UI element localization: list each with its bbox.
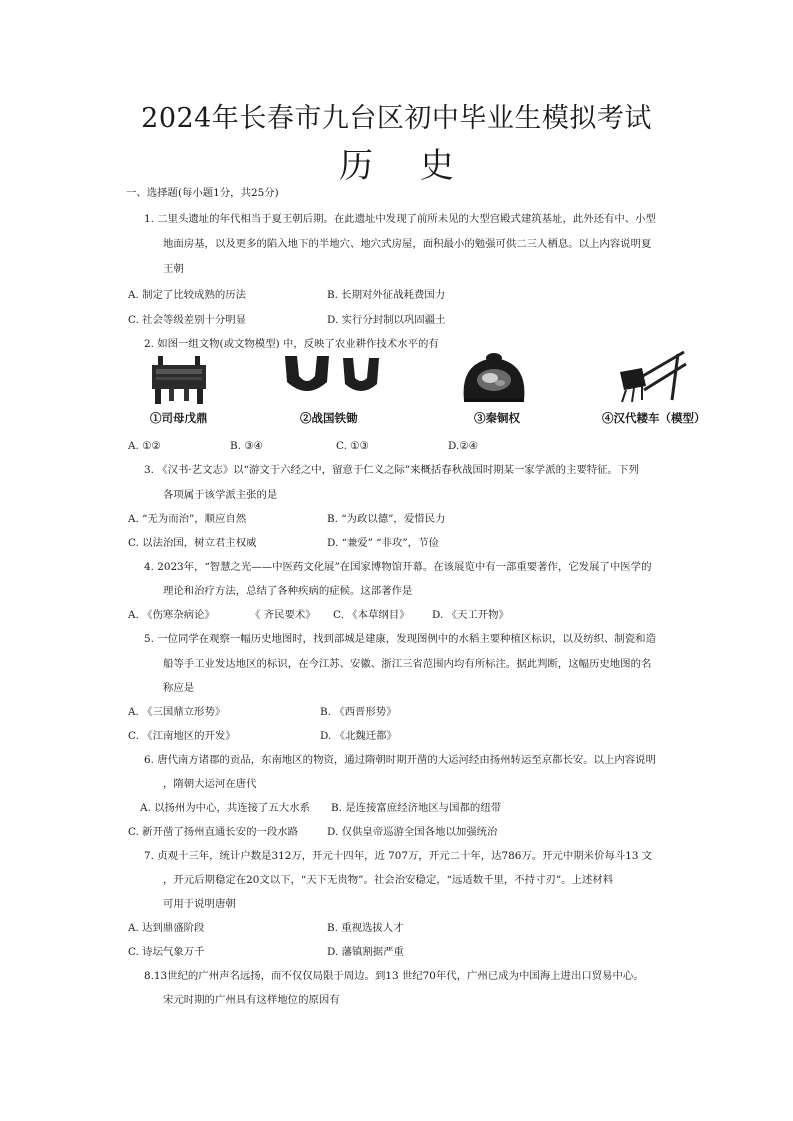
question-5-option-b: B. 《西晋形势》: [320, 706, 397, 718]
question-3-option-d: D. “兼爱” “非攻”，节俭: [327, 537, 439, 549]
question-1-line-3: 王朝: [163, 263, 184, 275]
question-3-line-1: 3. 《汉书·艺文志》以“游文于六经之中，留意于仁义之际”来概括春秋战国时期某一家学派的主要特征。下列: [144, 464, 639, 476]
question-4-option-b: 《 齐民要术》: [250, 609, 316, 621]
question-7-option-a: A. 达到鼎盛阶段: [128, 922, 205, 934]
exam-title: 2024年长春市九台区初中毕业生模拟考试: [141, 103, 652, 134]
question-7-line-2: ，开元后期稳定在20文以下，“天下无贵物”。社会治安稳定，“远适数千里，不持寸刃”。上述材料: [163, 874, 614, 886]
question-1-option-b: B. 长期对外征战耗费国力: [327, 289, 446, 301]
question-6-option-a: A. 以扬州为中心，共连接了五大水系: [140, 802, 310, 814]
question-6-line-2: ，隋朝大运河在唐代: [163, 778, 257, 790]
exam-subject: 历 史: [339, 146, 472, 186]
question-7-line-1: 7. 贞观十三年，统计户数是312万，开元十四年，近 707万，开元二十年，达786万。开元中期米价每斗13 文: [144, 850, 653, 862]
question-1-line-2: 地面房基，以及更多的陷入地下的半地穴、地穴式房屋，面积最小的勉强可供二三人栖息。以上内容说明夏: [163, 238, 652, 250]
question-8-line-2: 宋元时期的广州具有这样地位的原因有: [163, 994, 340, 1006]
question-4-line-1: 4. 2023年，“智慧之光——中医药文化展”在国家博物馆开幕。在该展览中有一部重要著作，它发展了中医学的: [144, 561, 652, 573]
question-5-option-c: C. 《江南地区的开发》: [128, 730, 236, 742]
question-5-line-2: 船等手工业发达地区的标识，在今江苏、安徽、浙江三省范围内均有所标注。据此判断，这幅历史地图的名: [163, 658, 652, 670]
iron-hoe-icon: [283, 352, 383, 397]
question-6-option-b: B. 是连接富庶经济地区与国都的纽带: [331, 802, 502, 814]
question-3-option-b: B. “为政以德”，爱惜民力: [327, 513, 446, 525]
question-5-line-1: 5. 一位同学在观察一幅历史地图时，找到部城是建康，发现图例中的水稻主要种植区标识，以及纺织、制瓷和造: [144, 633, 656, 645]
ding-vessel-icon: [148, 356, 210, 404]
question-3-line-2: 各项属于该学派主张的是: [163, 489, 278, 501]
question-4-option-a: A. 《伤寒杂病论》: [128, 609, 215, 621]
question-5-line-3: 称应是: [163, 682, 195, 694]
question-5-option-d: D. 《北魏迁都》: [320, 730, 397, 742]
question-4-line-2: 理论和治疗方法，总结了各种疾病的症候。这部著作是: [163, 585, 413, 597]
question-2-option-a: A. ①②: [128, 440, 161, 452]
question-6-option-d: D. 仅供皇帝巡游全国各地以加强统治: [327, 826, 498, 838]
bronze-weight-icon: [460, 350, 528, 406]
question-1-option-d: D. 实行分封制以巩固疆土: [327, 314, 446, 326]
question-1-line-1: 1. 二里头遗址的年代相当于夏王朝后期。在此遗址中发现了前所未见的大型宫殿式建筑基址，此外还有中、小型: [144, 213, 656, 225]
question-1-option-a: A. 制定了比较成熟的历法: [128, 289, 247, 301]
question-6-option-c: C. 新开凿了扬州直通长安的一段水路: [128, 826, 299, 838]
question-7-option-c: C. 诗坛气象万千: [128, 946, 205, 958]
figure-1-caption: ①司母戊鼎: [150, 411, 208, 425]
question-2-line-1: 2. 如图一组文物(或文物模型) 中，反映了农业耕作技术水平的有: [144, 338, 439, 350]
question-2-option-c: C. ①③: [336, 440, 369, 452]
question-4-option-c: C. 《本草纲目》: [333, 609, 410, 621]
seed-drill-icon: [612, 350, 687, 405]
figure-3-caption: ③秦铜权: [474, 411, 520, 425]
question-1-option-c: C. 社会等级差别十分明显: [128, 314, 247, 326]
figure-2-caption: ②战国铁锄: [300, 411, 358, 425]
question-7-line-3: 可用于说明唐朝: [163, 898, 236, 910]
question-8-line-1: 8.13世纪的广州声名远扬，而不仅仅局限于周边。到13 世纪70年代，广州已成为中国海上进出口贸易中心。: [144, 970, 644, 982]
question-3-option-a: A. “无为而治”，顺应自然: [128, 513, 247, 525]
question-2-option-d: D.②④: [448, 440, 478, 452]
question-2-option-b: B. ③④: [230, 440, 263, 452]
figure-4-caption: ④汉代耧车（模型）: [602, 411, 706, 425]
question-3-option-c: C. 以法治国，树立君主权威: [128, 537, 257, 549]
question-7-option-d: D. 藩镇割据严重: [327, 946, 404, 958]
question-4-option-d: D. 《天工开物》: [432, 609, 509, 621]
question-5-option-a: A. 《三国鼎立形势》: [128, 706, 226, 718]
question-7-option-b: B. 重视选拔人才: [327, 922, 404, 934]
question-6-line-1: 6. 唐代南方诸郡的贡品，东南地区的物资，通过隋朝时期开凿的大运河经由扬州转运至京都长安。以上内容说明: [144, 754, 656, 766]
section-heading: 一、选择题(每小题1分，共25分): [126, 187, 279, 199]
